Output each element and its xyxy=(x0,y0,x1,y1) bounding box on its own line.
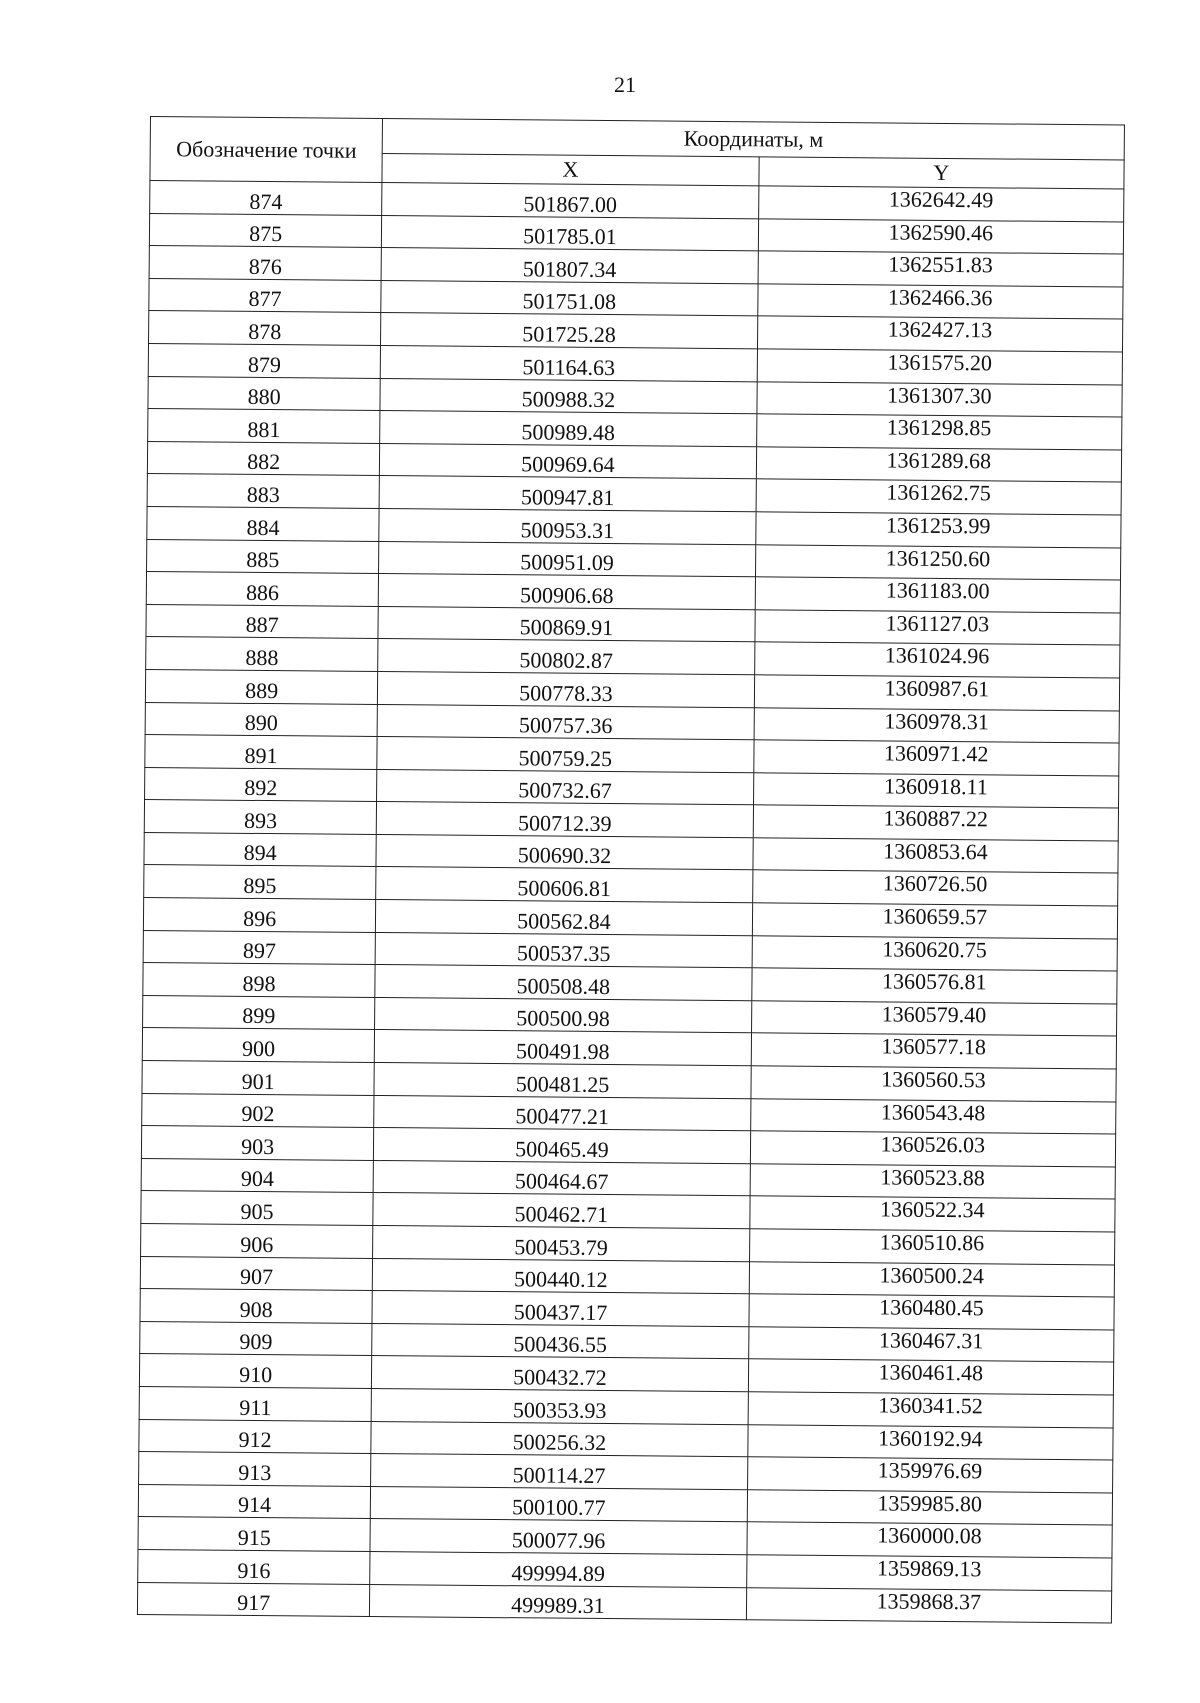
cell-point: 876 xyxy=(149,246,382,281)
cell-y: 1361253.99 xyxy=(755,512,1121,548)
cell-point: 913 xyxy=(139,1452,372,1487)
cell-x: 500477.21 xyxy=(374,1095,751,1131)
cell-y: 1360971.42 xyxy=(753,740,1119,776)
cell-point: 899 xyxy=(143,995,376,1030)
cell-y: 1361289.68 xyxy=(756,447,1122,483)
cell-y: 1362427.13 xyxy=(757,316,1123,352)
cell-x: 501785.01 xyxy=(382,215,759,251)
cell-y: 1360522.34 xyxy=(749,1196,1115,1232)
cell-x: 500353.93 xyxy=(371,1388,748,1424)
cell-y: 1361298.85 xyxy=(756,414,1122,450)
cell-point: 916 xyxy=(138,1549,371,1584)
cell-point: 891 xyxy=(145,735,378,770)
cell-y: 1360576.81 xyxy=(751,968,1117,1004)
cell-point: 886 xyxy=(146,572,379,607)
cell-point: 898 xyxy=(143,963,376,998)
cell-y: 1360192.94 xyxy=(747,1424,1113,1460)
cell-x: 500562.84 xyxy=(376,900,753,936)
cell-point: 906 xyxy=(141,1223,374,1258)
cell-x: 501751.08 xyxy=(381,280,758,316)
cell-point: 878 xyxy=(149,311,382,346)
cell-point: 883 xyxy=(147,474,380,509)
cell-y: 1359868.37 xyxy=(746,1587,1112,1623)
cell-y: 1360918.11 xyxy=(753,772,1119,808)
cell-x: 500906.68 xyxy=(379,574,756,610)
cell-x: 500114.27 xyxy=(371,1454,748,1490)
cell-x: 500491.98 xyxy=(375,1030,752,1066)
cell-x: 499989.31 xyxy=(370,1584,747,1620)
cell-x: 500802.87 xyxy=(378,639,755,675)
cell-point: 911 xyxy=(139,1386,372,1421)
cell-point: 903 xyxy=(141,1126,374,1161)
cell-point: 909 xyxy=(140,1321,373,1356)
cell-y: 1362590.46 xyxy=(758,218,1124,254)
cell-y: 1362642.49 xyxy=(758,186,1124,222)
cell-x: 500440.12 xyxy=(373,1258,750,1294)
cell-x: 501164.63 xyxy=(381,345,758,381)
cell-x: 500947.81 xyxy=(379,476,756,512)
cell-x: 500778.33 xyxy=(378,671,755,707)
cell-point: 894 xyxy=(144,832,377,867)
cell-x: 500537.35 xyxy=(375,932,752,968)
cell-x: 500436.55 xyxy=(372,1323,749,1359)
cell-point: 912 xyxy=(139,1419,372,1454)
cell-y: 1360853.64 xyxy=(753,838,1119,874)
header-x-label: X xyxy=(382,154,759,186)
cell-y: 1361024.96 xyxy=(754,642,1120,678)
page-number: 21 xyxy=(614,72,636,97)
cell-y: 1362466.36 xyxy=(757,284,1123,320)
cell-y: 1361183.00 xyxy=(755,577,1121,613)
cell-x: 500465.49 xyxy=(374,1128,751,1164)
cell-point: 900 xyxy=(142,1028,375,1063)
cell-point: 882 xyxy=(147,441,380,476)
cell-y: 1361262.75 xyxy=(756,479,1122,515)
cell-x: 500432.72 xyxy=(372,1356,749,1392)
cell-x: 501807.34 xyxy=(381,248,758,284)
cell-y: 1360987.61 xyxy=(754,675,1120,711)
cell-y: 1360526.03 xyxy=(750,1131,1116,1167)
coordinates-table-wrapper xyxy=(137,116,1125,1624)
cell-x: 500437.17 xyxy=(372,1291,749,1327)
table-body xyxy=(137,181,1123,1624)
cell-x: 500759.25 xyxy=(377,737,754,773)
cell-x: 500481.25 xyxy=(374,1063,751,1099)
cell-point: 880 xyxy=(148,376,381,411)
cell-x: 500712.39 xyxy=(377,802,754,838)
cell-x: 500953.31 xyxy=(379,508,756,544)
cell-x: 500690.32 xyxy=(376,834,753,870)
cell-y: 1361250.60 xyxy=(755,544,1121,580)
header-coords-label: Координаты, м xyxy=(382,119,1124,160)
cell-y: 1360887.22 xyxy=(753,805,1119,841)
cell-point: 897 xyxy=(143,930,376,965)
header-point-label: Обозначение точки xyxy=(150,117,383,183)
cell-y: 1360467.31 xyxy=(748,1327,1114,1363)
cell-point: 914 xyxy=(138,1484,371,1519)
cell-point: 908 xyxy=(140,1289,373,1324)
cell-y: 1360523.88 xyxy=(750,1164,1116,1200)
cell-y: 1360480.45 xyxy=(749,1294,1115,1330)
cell-x: 500757.36 xyxy=(377,704,754,740)
cell-x: 500508.48 xyxy=(375,965,752,1001)
cell-x: 499994.89 xyxy=(370,1551,747,1587)
cell-point: 915 xyxy=(138,1517,371,1552)
cell-point: 890 xyxy=(145,702,378,737)
cell-x: 501725.28 xyxy=(381,313,758,349)
cell-y: 1360000.08 xyxy=(747,1522,1113,1558)
cell-y: 1360341.52 xyxy=(748,1392,1114,1428)
cell-y: 1361575.20 xyxy=(757,349,1123,385)
cell-y: 1359985.80 xyxy=(747,1490,1113,1526)
cell-x: 500988.32 xyxy=(380,378,757,414)
cell-point: 888 xyxy=(146,637,379,672)
cell-x: 500462.71 xyxy=(373,1193,750,1229)
cell-x: 500869.91 xyxy=(378,606,755,642)
cell-y: 1360620.75 xyxy=(752,935,1118,971)
cell-point: 874 xyxy=(150,181,383,216)
cell-point: 905 xyxy=(141,1191,374,1226)
cell-y: 1360577.18 xyxy=(751,1033,1117,1069)
cell-y: 1360726.50 xyxy=(752,870,1118,906)
cell-y: 1361307.30 xyxy=(757,381,1123,417)
cell-x: 500100.77 xyxy=(371,1486,748,1522)
cell-y: 1360461.48 xyxy=(748,1359,1114,1395)
cell-point: 889 xyxy=(145,669,378,704)
cell-x: 500989.48 xyxy=(380,411,757,447)
coordinates-table xyxy=(137,116,1125,1624)
cell-x: 501867.00 xyxy=(382,183,759,219)
cell-y: 1359869.13 xyxy=(746,1555,1112,1591)
cell-point: 904 xyxy=(141,1158,374,1193)
cell-point: 893 xyxy=(144,800,377,835)
cell-point: 884 xyxy=(147,506,380,541)
header-y-label: Y xyxy=(758,157,1124,189)
cell-y: 1360510.86 xyxy=(749,1229,1115,1265)
cell-x: 500732.67 xyxy=(377,769,754,805)
cell-point: 885 xyxy=(147,539,380,574)
cell-point: 910 xyxy=(139,1354,372,1389)
cell-y: 1360543.48 xyxy=(750,1098,1116,1134)
table-header xyxy=(150,117,1125,189)
cell-y: 1361127.03 xyxy=(755,610,1121,646)
cell-point: 896 xyxy=(143,898,376,933)
cell-point: 881 xyxy=(148,409,381,444)
cell-x: 500969.64 xyxy=(380,443,757,479)
cell-y: 1360500.24 xyxy=(749,1261,1115,1297)
header-row-top xyxy=(150,117,1124,160)
cell-point: 877 xyxy=(149,278,382,313)
cell-x: 500500.98 xyxy=(375,997,752,1033)
cell-point: 917 xyxy=(137,1582,370,1617)
cell-y: 1360978.31 xyxy=(754,707,1120,743)
cell-y: 1360579.40 xyxy=(751,1001,1117,1037)
cell-x: 500077.96 xyxy=(370,1519,747,1555)
cell-x: 500951.09 xyxy=(379,541,756,577)
cell-y: 1360560.53 xyxy=(751,1066,1117,1102)
cell-point: 902 xyxy=(142,1093,375,1128)
cell-point: 901 xyxy=(142,1060,375,1095)
cell-point: 892 xyxy=(145,767,378,802)
cell-y: 1360659.57 xyxy=(752,903,1118,939)
cell-x: 500453.79 xyxy=(373,1225,750,1261)
cell-y: 1359976.69 xyxy=(747,1457,1113,1493)
cell-x: 500256.32 xyxy=(371,1421,748,1457)
cell-point: 879 xyxy=(148,343,381,378)
cell-y: 1362551.83 xyxy=(758,251,1124,287)
cell-point: 907 xyxy=(140,1256,373,1291)
cell-point: 887 xyxy=(146,604,379,639)
cell-point: 875 xyxy=(149,213,382,248)
cell-x: 500606.81 xyxy=(376,867,753,903)
cell-point: 895 xyxy=(144,865,377,900)
cell-x: 500464.67 xyxy=(373,1160,750,1196)
